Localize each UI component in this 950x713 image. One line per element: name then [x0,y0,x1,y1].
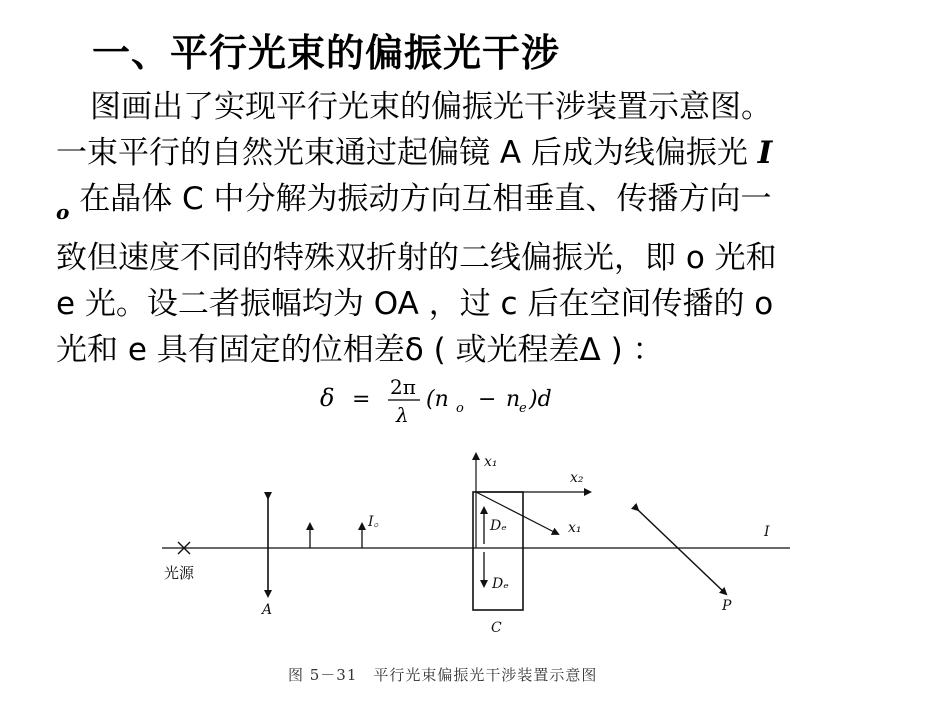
label-io: I。 [368,514,388,530]
formula-n: n [506,387,521,412]
slide-title: 一、平行光束的偏振光干涉 [92,31,561,75]
formula-delta: δ [320,384,335,412]
para-line-2-text: 一束平行的自然光束通过起偏镜 A 后成为线偏振光 [56,135,758,171]
label-light-source: 光源 [164,564,195,582]
formula-numerator: 2π [390,375,416,399]
label-crystal-c: C [491,620,502,636]
para-line-1: 图画出了实现平行光束的偏振光干涉装置示意图。 [90,89,772,125]
formula-equals: = [352,387,371,412]
label-analyzer-p: P [722,598,732,614]
label-x1-top: x₁ [484,454,498,470]
label-de-upper: Dₑ [490,518,507,534]
formula-paren-n: (n [426,387,449,412]
para-line-4: 致但速度不同的特殊双折射的二线偏振光，即 o 光和 [56,240,777,276]
formula-minus: − [478,387,497,412]
formula-tail: )d [529,387,552,412]
label-output-i: I [764,524,770,540]
label-de-lower: Dₑ [492,576,509,592]
optic-axis-diagonal [476,492,558,534]
analyzer-p-icon [638,510,726,594]
figure-caption: 图 5－31 平行光束偏振光干涉装置示意图 [288,666,598,684]
symbol-i: I [757,135,773,171]
para-line-2 [56,130,916,176]
body-paragraph [56,84,916,373]
para-line-5: e 光。设二者振幅均为 OA ，过 c 后在空间传播的 o [56,286,774,322]
polarization-setup-diagram [150,448,800,648]
crystal-c-box [473,492,523,610]
label-x2: x₂ [570,470,584,486]
label-polarizer-a: A [262,602,273,618]
formula-sub-o: o [456,401,464,416]
para-line-3-text: 在晶体 C 中分解为振动方向互相垂直、传播方向一 [69,181,772,217]
para-line-3 [56,176,916,235]
para-line-6: 光和 e 具有固定的位相差δ ( 或光程差Δ ) ： [56,332,664,368]
label-x1-right: x₁ [568,520,582,536]
formula-denominator: λ [396,403,409,427]
phase-formula [318,372,618,428]
symbol-sub-o: o [56,200,70,224]
formula-sub-e: e [519,401,527,416]
